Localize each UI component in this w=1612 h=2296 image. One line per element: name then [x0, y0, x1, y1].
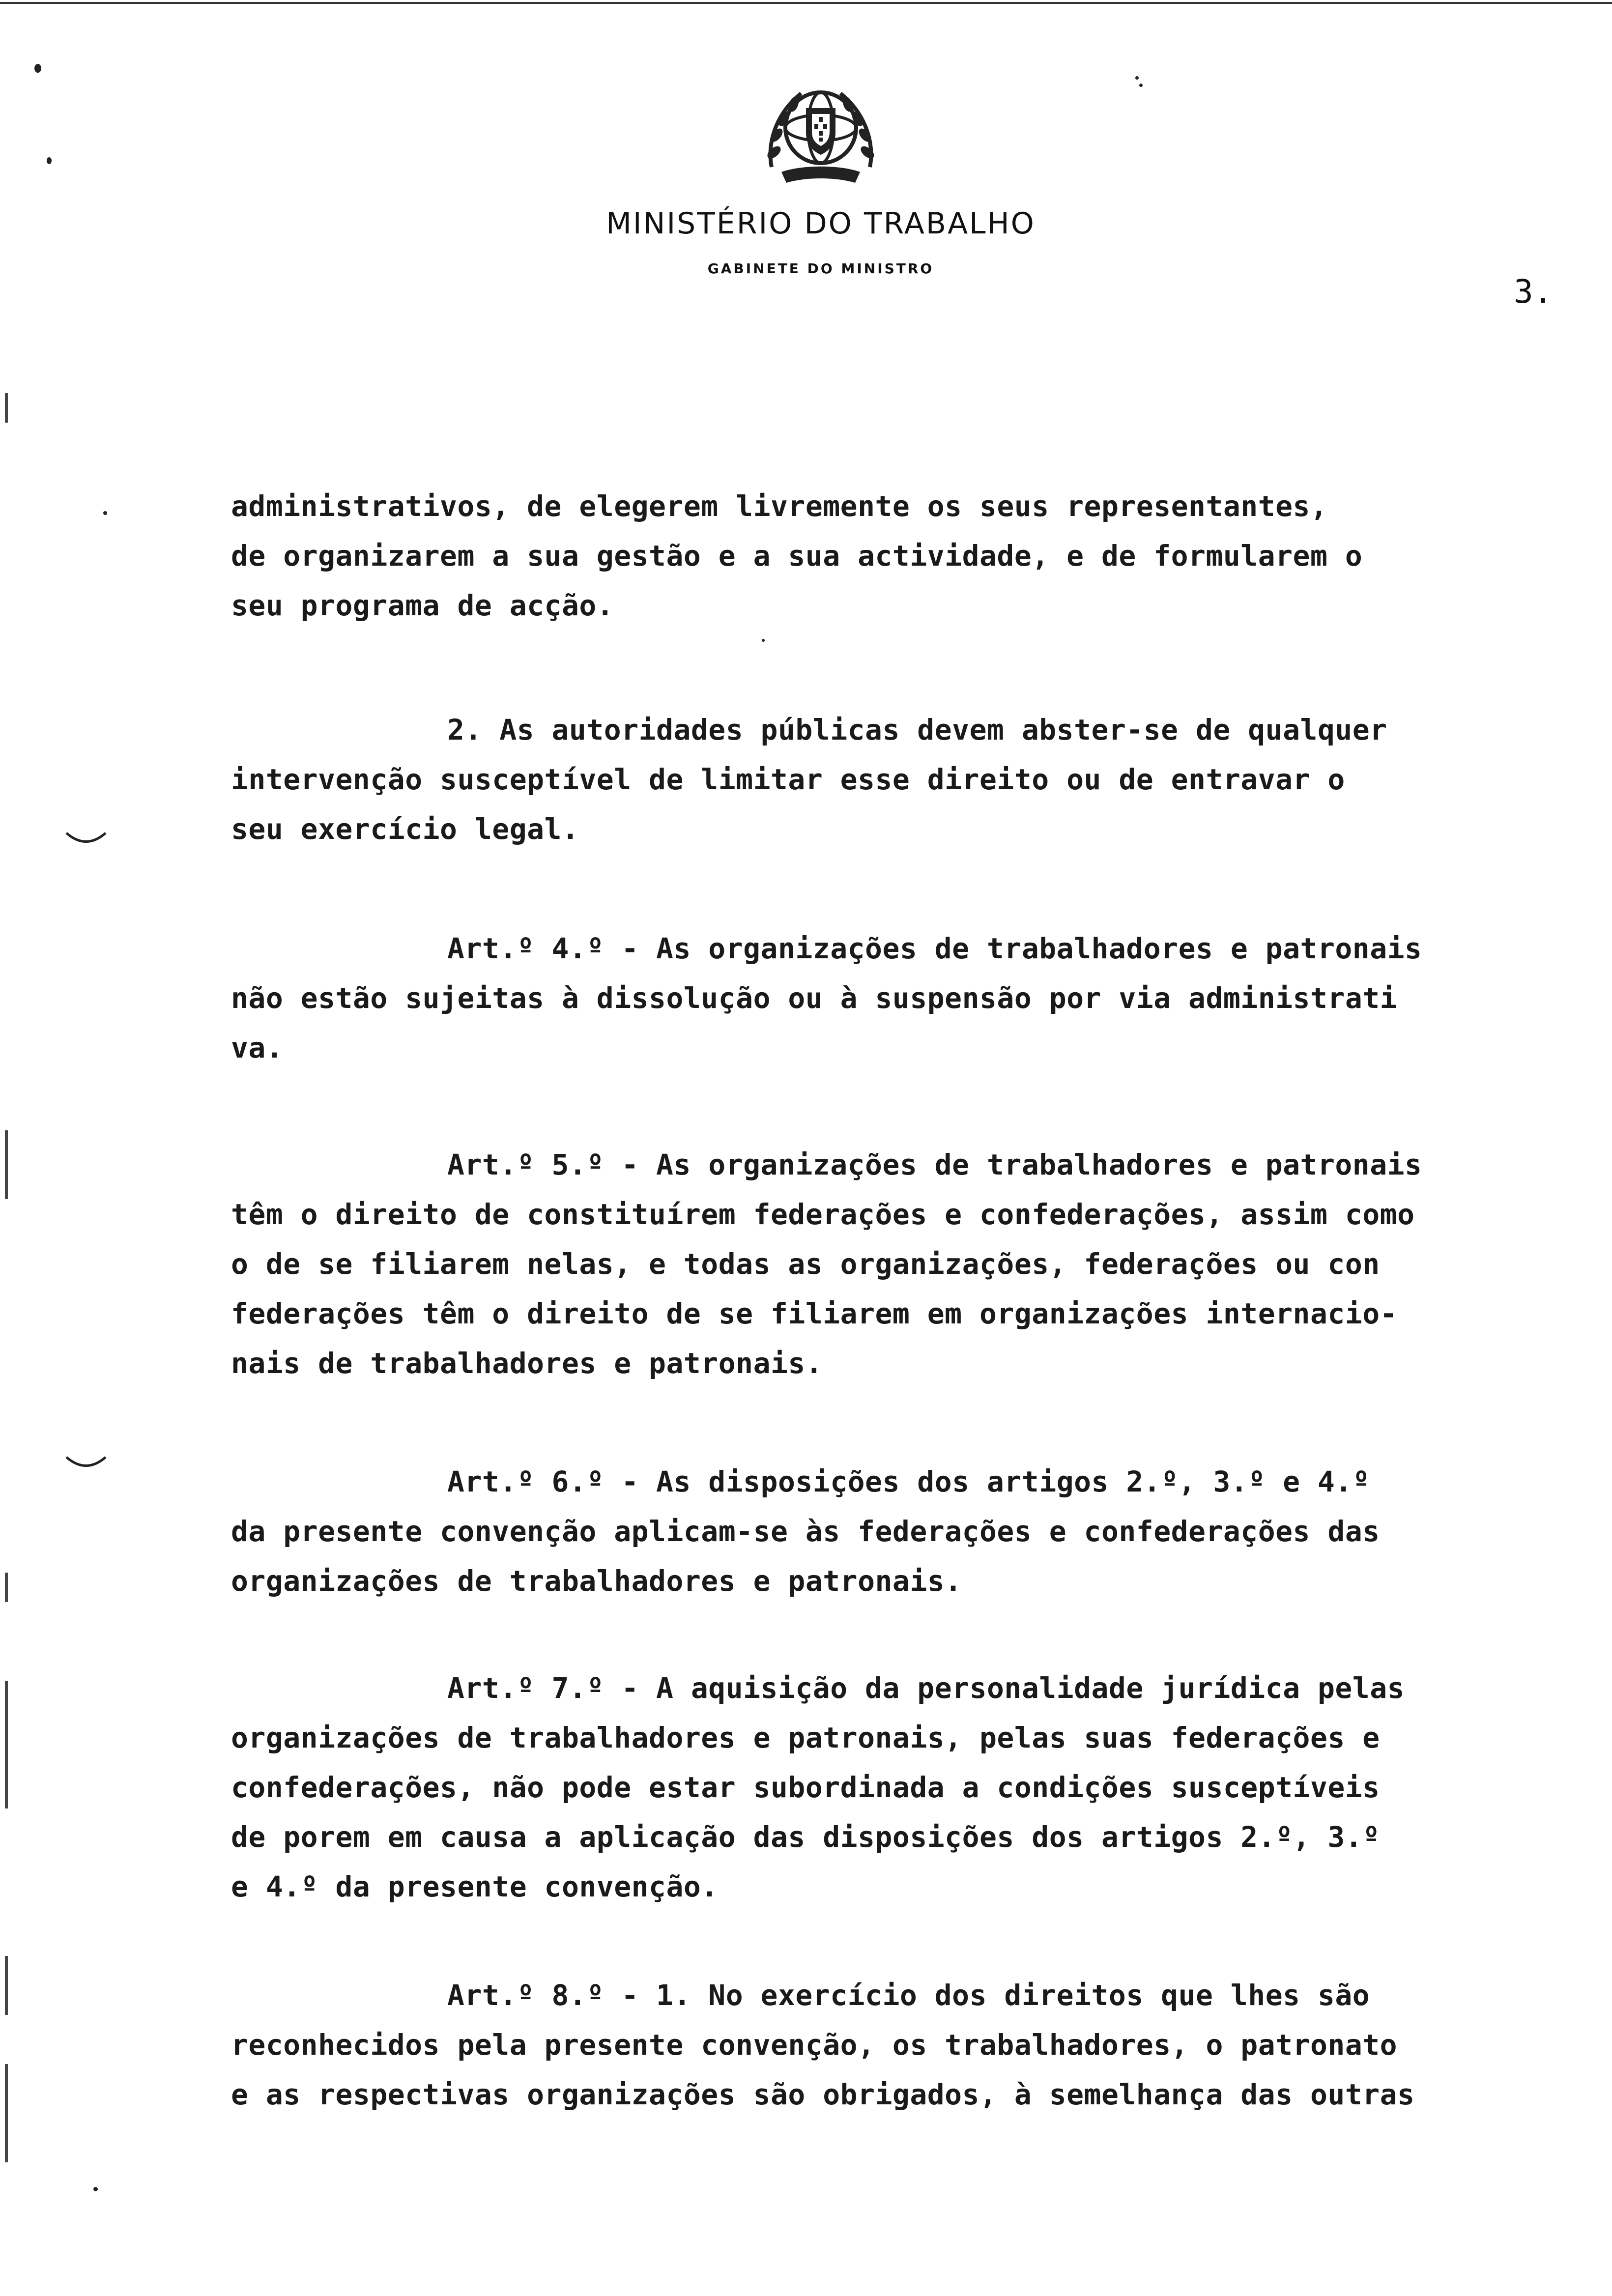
- text-line: Art.º 8.º - 1. No exercício dos direitos que lhes são: [447, 1979, 1370, 2012]
- text-line: seu programa de acção.: [231, 589, 614, 622]
- scan-edge-mark: [5, 393, 8, 423]
- text-line: federações têm o direito de se filiarem em organizações internacio-: [231, 1297, 1398, 1330]
- article-7: [231, 1664, 1612, 1912]
- text-line: intervenção susceptível de limitar esse direito ou de entravar o: [231, 763, 1345, 796]
- punch-hole-mark: [64, 831, 108, 850]
- text-line: organizações de trabalhadores e patronais, pelas suas federações e: [231, 1721, 1380, 1754]
- scan-edge-mark: [5, 1956, 8, 2015]
- page-number: 3.: [1514, 273, 1553, 311]
- text-line: da presente convenção aplicam-se às federações e confederações das: [231, 1515, 1380, 1548]
- coat-of-arms-icon: [757, 74, 885, 187]
- cabinet-name: GABINETE DO MINISTRO: [707, 260, 934, 277]
- top-border-line: [0, 2, 1612, 4]
- paragraph-2: [231, 705, 1612, 854]
- scan-speck: [1139, 84, 1143, 87]
- text-line: têm o direito de constituírem federações e confederações, assim como: [231, 1198, 1415, 1231]
- text-line: va.: [231, 1031, 284, 1064]
- scan-edge-mark: [5, 1573, 8, 1602]
- text-line: de organizarem a sua gestão e a sua actividade, e de formularem o: [231, 539, 1363, 573]
- text-line: seu exercício legal.: [231, 812, 579, 846]
- scan-speck: [762, 639, 765, 642]
- article-8: [231, 1971, 1612, 2120]
- text-line: e as respectivas organizações são obrigados, à semelhança das outras: [231, 2078, 1415, 2111]
- paragraph-1: [231, 482, 1612, 631]
- scan-speck: [103, 511, 107, 515]
- article-4: [231, 924, 1612, 1073]
- text-line: não estão sujeitas à dissolução ou à suspensão por via administrati: [231, 981, 1398, 1015]
- text-line: 2. As autoridades públicas devem abster-se de qualquer: [447, 713, 1387, 746]
- scan-speck: [47, 157, 52, 164]
- article-6: [231, 1457, 1612, 1606]
- text-line: nais de trabalhadores e patronais.: [231, 1347, 823, 1380]
- text-line: o de se filiarem nelas, e todas as organizações, federações ou con: [231, 1247, 1380, 1281]
- text-line: reconhecidos pela presente convenção, os trabalhadores, o patronato: [231, 2028, 1398, 2062]
- scan-speck: [1135, 76, 1139, 80]
- scan-speck: [93, 2187, 98, 2191]
- text-line: confederações, não pode estar subordinada a condições susceptíveis: [231, 1771, 1380, 1804]
- scan-edge-mark: [5, 1681, 8, 1808]
- text-line: Art.º 4.º - As organizações de trabalhadores e patronais: [447, 932, 1422, 965]
- scan-speck: [34, 64, 41, 73]
- text-line: de porem em causa a aplicação das disposições dos artigos 2.º, 3.º: [231, 1820, 1380, 1854]
- text-line: Art.º 7.º - A aquisição da personalidade jurídica pelas: [447, 1671, 1405, 1705]
- ministry-name: MINISTÉRIO DO TRABALHO: [606, 206, 1036, 241]
- text-line: Art.º 5.º - As organizações de trabalhadores e patronais: [447, 1148, 1422, 1181]
- text-line: Art.º 6.º - As disposições dos artigos 2.º, 3.º e 4.º: [447, 1465, 1370, 1498]
- letterhead: [0, 74, 1612, 277]
- punch-hole-mark: [64, 1455, 108, 1474]
- text-line: administrativos, de elegerem livremente os seus representantes,: [231, 489, 1328, 523]
- scan-edge-mark: [5, 2064, 8, 2162]
- text-line: organizações de trabalhadores e patronais.: [231, 1564, 962, 1598]
- article-5: [231, 1140, 1612, 1388]
- scan-edge-mark: [5, 1130, 8, 1199]
- text-line: e 4.º da presente convenção.: [231, 1870, 719, 1903]
